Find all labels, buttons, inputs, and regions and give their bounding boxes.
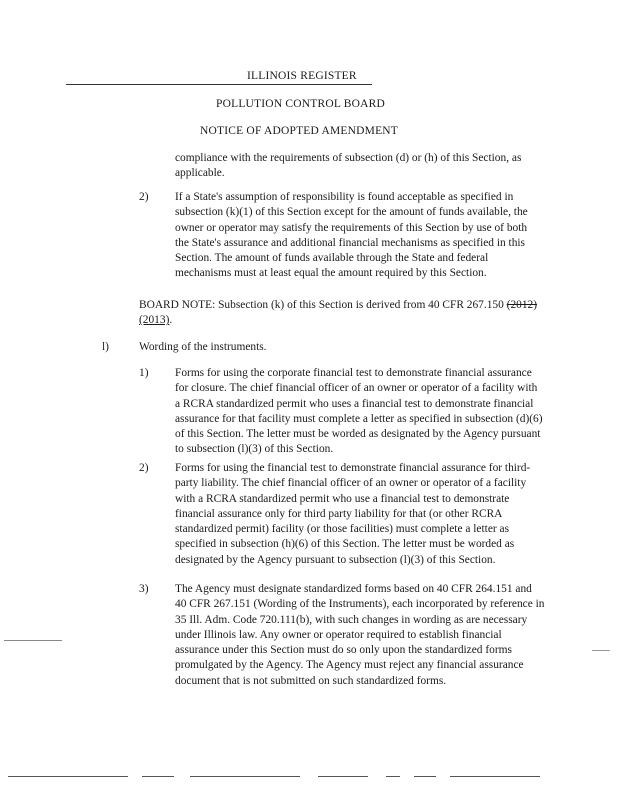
register-title: ILLINOIS REGISTER: [247, 70, 357, 82]
board-note-inserted-year: (2013): [139, 314, 170, 327]
scan-mark-right: [592, 650, 610, 651]
board-note-end: .: [169, 314, 173, 327]
board-title: POLLUTION CONTROL BOARD: [216, 98, 386, 110]
scan-mark-left: [4, 640, 62, 641]
scan-mark-bottom-3: [190, 776, 300, 777]
section-l-title: Wording of the instruments.: [139, 341, 267, 353]
section-l-number: l): [102, 341, 109, 353]
item-l3-number: 3): [139, 583, 149, 595]
board-note-text: BOARD NOTE: Subsection (k) of this Section is derived from 40 CFR 267.150: [139, 299, 504, 311]
item-l2-number: 2): [139, 462, 149, 474]
notice-title: NOTICE OF ADOPTED AMENDMENT: [200, 125, 399, 137]
item-l1-number: 1): [139, 367, 149, 379]
scan-mark-bottom-2: [142, 776, 174, 777]
continuation-paragraph: compliance with the requirements of subsection (d) or (h) of this Section, as applicable.: [175, 152, 522, 180]
scan-mark-bottom-1: [8, 776, 128, 777]
scan-mark-bottom-7: [450, 776, 540, 777]
item-k2-text: If a State's assumption of responsibility is found acceptable as specified in subsection (k)(1) of this Section except for the amount of funds available, the owner or operator may satisfy the requirements of this Section by use of both the State's assurance and additional financial mechanisms as specified in this Section. The amount of funds available through the State and federal mechanisms must at least equal the amount required by this Section.: [175, 191, 528, 280]
board-note-struck-year: (2012): [506, 299, 538, 311]
board-note: [139, 298, 539, 329]
scan-mark-bottom-6: [414, 776, 436, 777]
scan-mark-bottom-4: [318, 776, 368, 777]
scan-mark-bottom-5: [386, 776, 400, 777]
item-l3-text: The Agency must designate standardized forms based on 40 CFR 264.151 and 40 CFR 267.151 (Wording of the Instruments), each incorporated by reference in 35 Ill. Adm. Code 720.111(b), with such changes in wording as are necessary under Illinois law. Any owner or operator required to establish financial assurance under this Section must do so only upon the standardized forms promulgated by the Agency. The Agency must reject any financial assurance document that is not submitted on such standardized forms.: [175, 583, 545, 687]
item-l2-text: Forms for using the financial test to demonstrate financial assurance for third-party liability. The chief financial officer of an owner or operator of a facility with a RCRA standardized permit who use a financial test to demonstrate financial assurance only for third party liability for that (or other RCRA standardized permit) facility (or those facilities) must complete a letter as specified in subsection (h)(6) of this Section. The letter must be worded as designated by the Agency pursuant to subsection (l)(3) of this Section.: [175, 462, 531, 566]
item-l1-text: Forms for using the corporate financial test to demonstrate financial assurance for closure. The chief financial officer of an owner or operator of a facility with a RCRA standardized permit who uses a financial test to demonstrate financial assurance for that facility must complete a letter as specified in subsection (d)(6) of this Section. The letter must be worded as designated by the Agency pursuant to subsection (l)(3) of this Section.: [175, 367, 543, 456]
header-rule: [66, 84, 372, 85]
item-k2-number: 2): [139, 191, 149, 203]
